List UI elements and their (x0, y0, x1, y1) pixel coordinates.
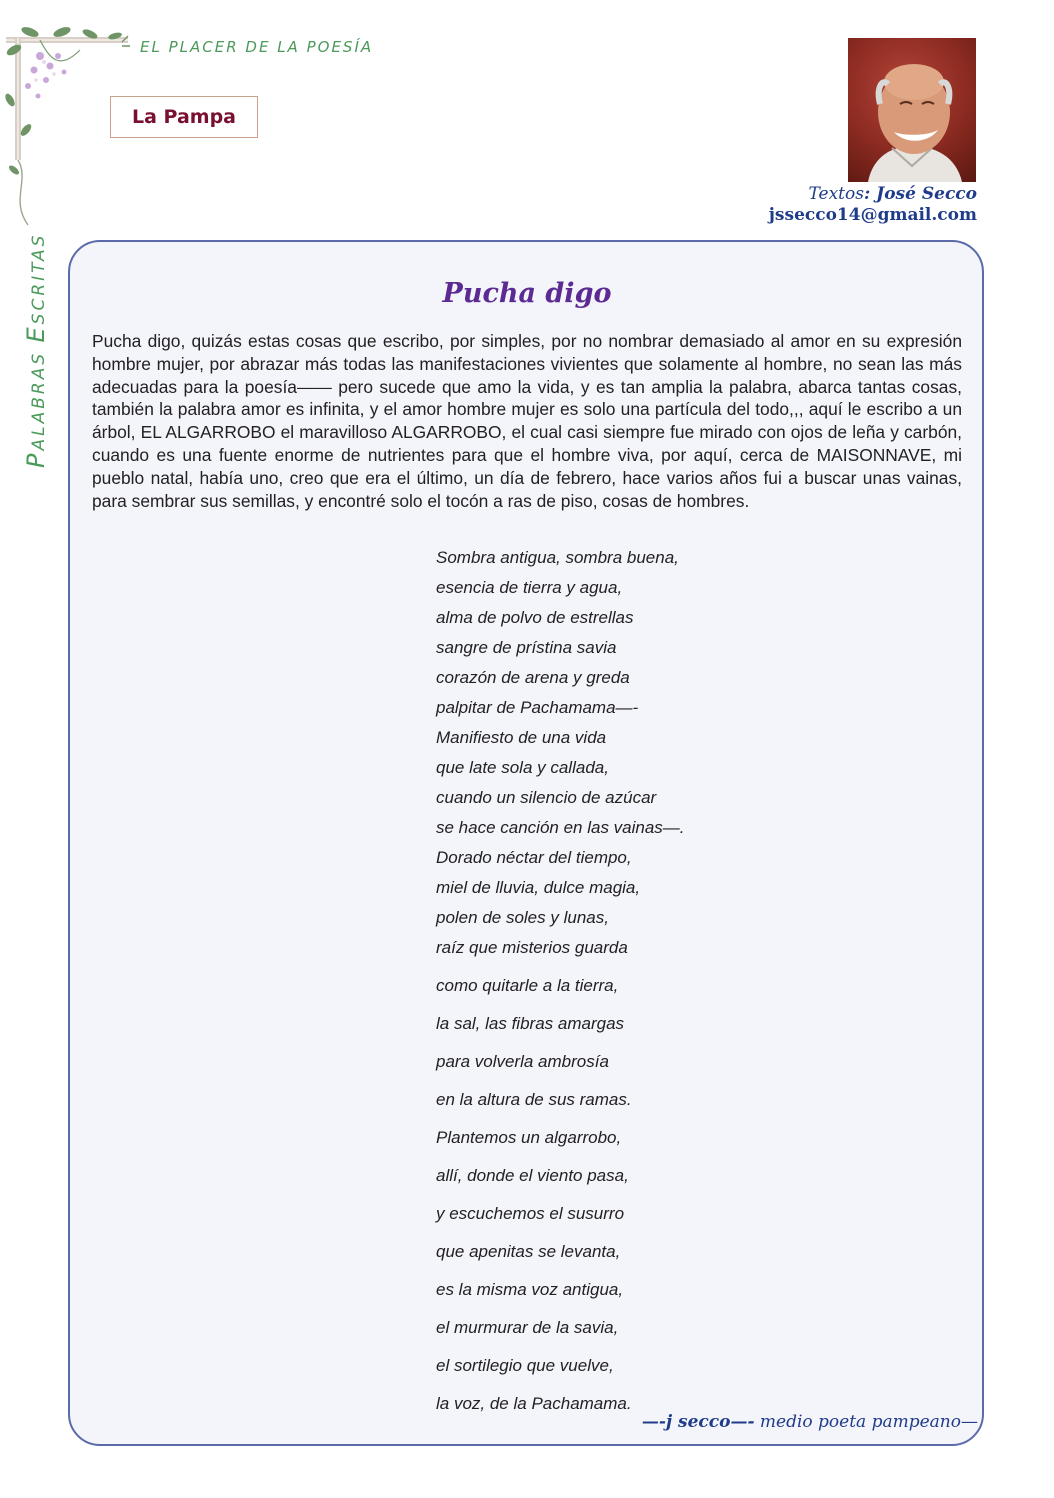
region-badge (110, 96, 258, 138)
poem-line: y escuchemos el susurro (436, 1204, 625, 1223)
poem-line: cuando un silencio de azúcar (436, 788, 657, 807)
side-label-rest: ALABRAS (29, 342, 49, 451)
section-header: EL PLACER DE LA POESÍA (140, 38, 374, 56)
author-portrait-illustration (848, 38, 976, 182)
region-label: La Pampa (132, 106, 236, 128)
article-title: Pucha digo (442, 278, 612, 309)
poem-line: polen de soles y lunas, (436, 908, 609, 927)
side-label-initial: P (22, 450, 50, 468)
poem-line: es la misma voz antigua, (436, 1280, 624, 1299)
poem-line: que apenitas se levanta, (436, 1242, 621, 1261)
poem-line: palpitar de Pachamama—- (436, 698, 639, 717)
poem-line: el sortilegio que vuelve, (436, 1356, 614, 1375)
poem-line: alma de polvo de estrellas (436, 608, 634, 627)
author-name: : José Secco (863, 184, 977, 204)
signature-name: —-j secco—- (641, 1412, 755, 1432)
author-email[interactable]: jssecco14@gmail.com (768, 205, 977, 225)
article-intro: Pucha digo, quizás estas cosas que escribo, por simples, por no nombrar demasiado al amor en su expresión hombre mujer, por abrazar más todas las manifestaciones vivientes que solamente al hombre, no sean las más adecuadas para la poesía—— pero sucede que amo la vida, y es tan amplia la palabra, abarca tantas cosas, también la palabra amor es infinita, y el amor hombre mujer es solo una partícula del todo,,, aquí le escribo a un árbol, EL ALGARROBO el maravilloso ALGARROBO, el cual casi siempre fue mirado con ojos de leña y carbón, cuando es una fuente enorme de nutrientes para que el hombre viva, por aquí, cerca de MAISONNAVE, mi pueblo natal, había uno, creo que era el último, un día de febrero, hace varios años fui a buscar unas vainas, para sembrar sus semillas, y encontré solo el tocón a ras de piso, cosas de hombres. (92, 331, 962, 511)
poem-line: Plantemos un algarrobo, (436, 1128, 622, 1147)
signature-rest: medio poeta pampeano— (754, 1412, 978, 1432)
article-signature (642, 1412, 978, 1432)
poem-line: la sal, las fibras amargas (436, 1014, 625, 1033)
poem-line: Sombra antigua, sombra buena, (436, 548, 679, 567)
poem-line: la voz, de la Pachamama. (436, 1394, 632, 1413)
poem-line: que late sola y callada, (436, 758, 609, 777)
side-label-rest-2: SCRITAS (29, 232, 49, 325)
poem-line: corazón de arena y greda (436, 668, 630, 687)
author-photo (848, 38, 976, 182)
poem-line: sangre de prístina savia (436, 638, 617, 657)
poem-line: Dorado néctar del tiempo, (436, 848, 632, 867)
poem-line: en la altura de sus ramas. (436, 1090, 632, 1109)
poem-line: se hace canción en las vainas—. (436, 818, 685, 837)
poem-line: para volverla ambrosía (436, 1052, 609, 1071)
poem-line: como quitarle a la tierra, (436, 976, 619, 995)
side-label-initial-2: E (22, 324, 50, 343)
poem-line: Manifiesto de una vida (436, 728, 607, 747)
poem-line: el murmurar de la savia, (436, 1318, 619, 1337)
credits-prefix: Textos (808, 184, 864, 204)
poem-line: esencia de tierra y agua, (436, 578, 623, 597)
poem-line: miel de lluvia, dulce magia, (436, 878, 641, 897)
poem-line: allí, donde el viento pasa, (436, 1166, 629, 1185)
credits-line (769, 184, 977, 204)
author-credits (769, 184, 977, 225)
poem-line: raíz que misterios guarda (436, 938, 628, 957)
side-label (22, 233, 50, 468)
